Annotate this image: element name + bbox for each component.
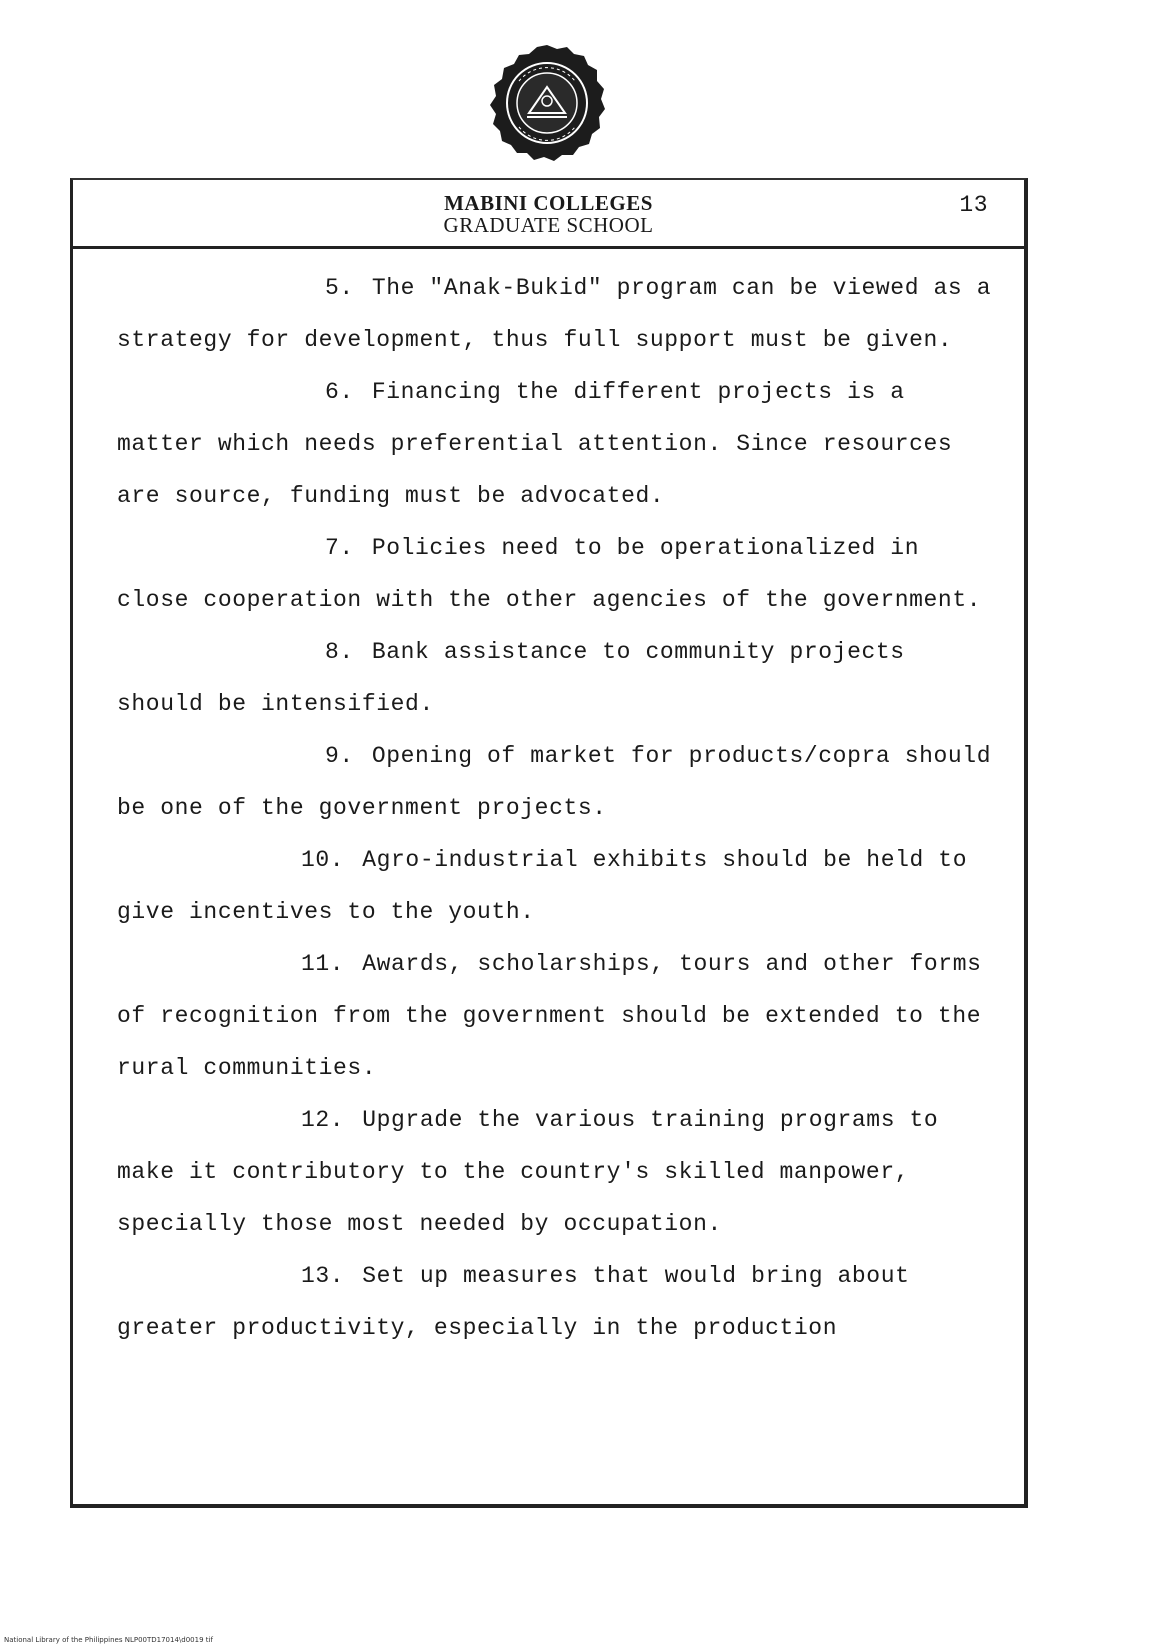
page-header xyxy=(73,180,1024,249)
school-name: GRADUATE SCHOOL xyxy=(443,213,654,237)
body-text xyxy=(117,262,997,1354)
paragraph-number: 10. xyxy=(301,847,345,873)
archive-footer-note: National Library of the Philippines NLP00TD17014\d0019 tif xyxy=(4,1636,213,1644)
paragraph-text: Awards, scholarships, tours and other forms of recognition from the government should be extended to the rural communities. xyxy=(117,951,982,1081)
paragraph-6 xyxy=(117,366,997,522)
paragraph-number: 12. xyxy=(301,1107,345,1133)
paragraph-number: 6. xyxy=(325,379,354,405)
college-seal-icon xyxy=(486,42,608,164)
paragraph-text: Set up measures that would bring about greater productivity, especially in the production xyxy=(117,1263,910,1341)
paragraph-text: Agro-industrial exhibits should be held to give incentives to the youth. xyxy=(117,847,968,925)
page-frame xyxy=(70,178,1028,1508)
paragraph-number: 8. xyxy=(325,639,354,665)
paragraph-number: 13. xyxy=(301,1263,345,1289)
paragraph-9 xyxy=(117,730,997,834)
paragraph-10 xyxy=(117,834,997,938)
paragraph-text: Opening of market for products/copra should be one of the government projects. xyxy=(117,743,992,821)
paragraph-number: 7. xyxy=(325,535,354,561)
paragraph-text: The "Anak-Bukid" program can be viewed as a strategy for development, thus full support must be given. xyxy=(117,275,992,353)
paragraph-text: Policies need to be operationalized in close cooperation with the other agencies of the government. xyxy=(117,535,982,613)
page-number: 13 xyxy=(959,192,988,218)
paragraph-12 xyxy=(117,1094,997,1250)
paragraph-number: 9. xyxy=(325,743,354,769)
paragraph-11 xyxy=(117,938,997,1094)
institution-name: MABINI COLLEGES xyxy=(444,191,653,215)
paragraph-number: 5. xyxy=(325,275,354,301)
paragraph-13 xyxy=(117,1250,997,1354)
paragraph-number: 11. xyxy=(301,951,345,977)
paragraph-text: Upgrade the various training programs to make it contributory to the country's skilled manpower, specially those most needed by occupation. xyxy=(117,1107,939,1237)
paragraph-7 xyxy=(117,522,997,626)
paragraph-5 xyxy=(117,262,997,366)
paragraph-8 xyxy=(117,626,997,730)
paragraph-text: Financing the different projects is a matter which needs preferential attention. Since resources are source, funding must be advocated. xyxy=(117,379,953,509)
paragraph-text: Bank assistance to community projects should be intensified. xyxy=(117,639,905,717)
